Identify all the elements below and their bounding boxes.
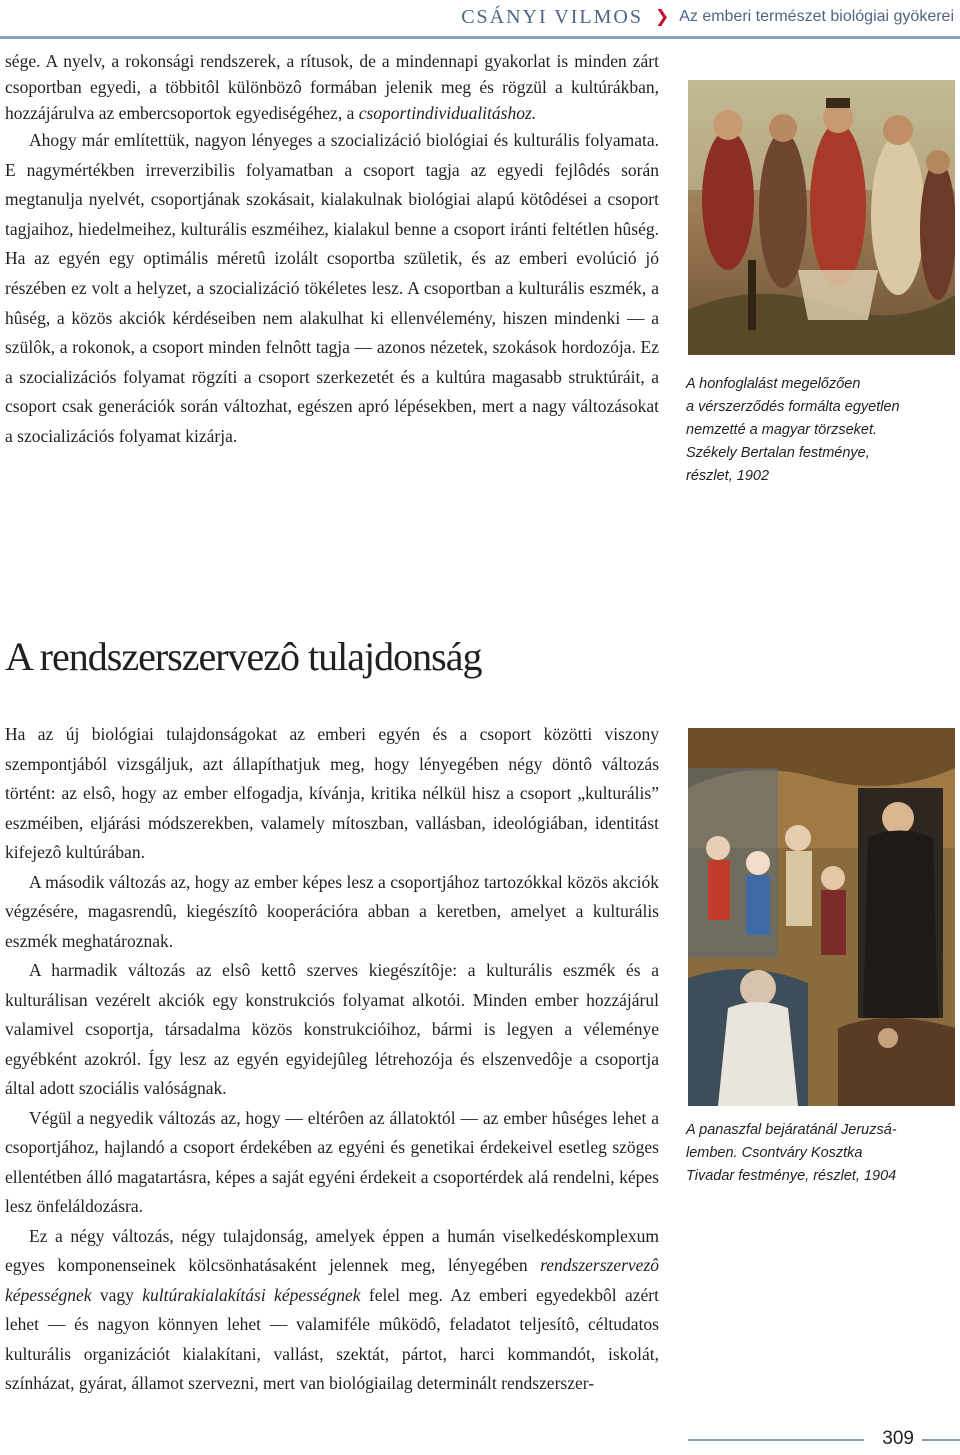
emphasis-term: csoportindividualitáshoz.: [358, 103, 537, 123]
paragraph-socialization: Ahogy már említettük, nagyon lényeges a szocializáció biológiai és kulturális folyamata. E nagymértékben irreverzibilis folyamatban a csoport tagja az egyedi fejlôdés során megtanulja nyelvét, csoportjának szokásait, kialakulnak biológiai alapú kötôdései a csoport tagjaihoz, hiedelmeihez, kulturális eszméihez, kialakul benne a csoport iránti feltétlen hûség. Ha az egyén egy optimális méretû izolált csoportba születik, és az emberi evolúció jó részében ez volt a helyzet, a szocializáció tökéletes lesz. A csoportban a kulturális eszmék, a hûség, a közös akciók kérdéseiben nem alakulhat ki ellenvélemény, hiszen mindenki — a szülôk, a rokonok, a csoport minden felnôtt tagja — azonos nézetek, szokások hordozója. Ez a szocializációs folyamat rögzíti a csoport szerkezetét és a kultúra magasabb struktúráit, a csoport csak generációk során változhat, egészen apró lépésekben, mert a nagy változásokat a szocializációs folyamat kizárja.: [5, 130, 659, 446]
top-text-block: [5, 48, 659, 452]
emphasis-term: kultúrakialakítási képességnek: [142, 1284, 361, 1305]
header-book-title: Az emberi természet biológiai gyökerei: [679, 8, 954, 25]
emphasis-term: rendszerszervezô képességnek: [5, 1255, 659, 1305]
paragraph-third-change: A harmadik változás az elsô kettô szerves kiegészítôje: a kulturális eszmék és a kulturálisan vezérelt akciók egy konstrukciós folyamat alkotói. Minden ember hozzájárul valamivel csoportja, társadalma közös konstrukcióihoz, bármi is legyen a véleménye egyébként azokról. Így lesz az egyén egyidejûleg létrehozója és elszenvedôje a csoportja által adott szociális valóságnak.: [5, 960, 659, 1098]
figure-painting-blood-oath: [688, 80, 955, 355]
painting-blood-oath-image: [688, 80, 955, 355]
paragraph-second-change: A második változás az, hogy az ember képes lesz a csoportjához tartozókkal közös akciók végzésére, magasrendû, kiegészítô kooperációra abban a keretben, amelyet a kulturális eszmék meghatároznak.: [5, 871, 659, 951]
running-header: [461, 4, 954, 30]
figure1-caption: A honfoglalást megelőzően a vérszerződés formálta egyetlen nemzetté a magyar törzseket. Székely Bertalan festménye, részlet, 1902: [686, 376, 900, 484]
paragraph-four-changes: Ez a négy változás, négy tulajdonság, amelyek éppen a humán viselkedéskomplexum egyes komponenseinek kölcsönhatásaként jelennek meg, lényegében rendszerszervezô képességnek vagy kultúrakialakítási képességnek felel meg. Az emberi egyedekbôl azért lehet — és nagyon könnyen lehet — valamiféle mûködô, feladatot teljesítô, céltudatos kulturális organizációt kialakítani, vallást, szektát, pártot, harci kommandót, iskolát, színházat, gyárat, államot szervezni, mert van biológiailag determinált rendszerszer-: [5, 1225, 659, 1393]
figure-painting-wailing-wall: [688, 728, 955, 1106]
painting-wailing-wall-image: [688, 728, 955, 1106]
paragraph-continuation: sége. A nyelv, a rokonsági rendszerek, a rítusok, de a mindennapi gyakorlat is minden zárt csoportban egyedi, a többitôl különbözô formában jelenik meg és rögzül a kultúrákban, hozzájárulva az embercsoportok egyediségéhez, a csoportindividualitáshoz.: [5, 51, 659, 123]
paragraph-first-change: Ha az új biológiai tulajdonságokat az emberi egyén és a csoport közötti viszony szempontjából vizsgáljuk, azt állapíthatjuk meg, hogy lényegében négy döntô változás történt: az elsô, hogy az ember elfogadja, kívánja, kritika nélkül hisz a csoport „kulturális” eszméiben, eljárási módszerekben, valamely mítoszban, vallásban, ideológiában, identitást kifejezô kultúrában.: [5, 724, 659, 862]
page-number: 309: [882, 1428, 914, 1449]
header-rule: [0, 36, 960, 39]
page-number-rule-left: [688, 1439, 864, 1441]
paragraph-fourth-change: Végül a negyedik változás az, hogy — eltérôen az állatoktól — az ember hûséges lehet a csoportjához, hajlandó a csoport érdekében az egyéni és genetikai érdekeivel esetleg szöges ellentétben álló magatartásra, képes a saját egyéni érdekeit a csoportérdek alá rendelni, képes lesz önfeláldozásra.: [5, 1107, 659, 1216]
page-number-rule-right: [922, 1439, 960, 1441]
header-author: CSÁNYI VILMOS: [461, 5, 643, 28]
chevron-right-icon: ❯: [654, 7, 670, 27]
section-text-block: [5, 720, 659, 1399]
section-heading: A rendszerszervezô tulajdonság: [5, 634, 482, 679]
figure2-caption: A panaszfal bejáratánál Jeruzsá- lemben. Csontváry Kosztka Tivadar festménye, részlet, 1904: [686, 1122, 897, 1184]
